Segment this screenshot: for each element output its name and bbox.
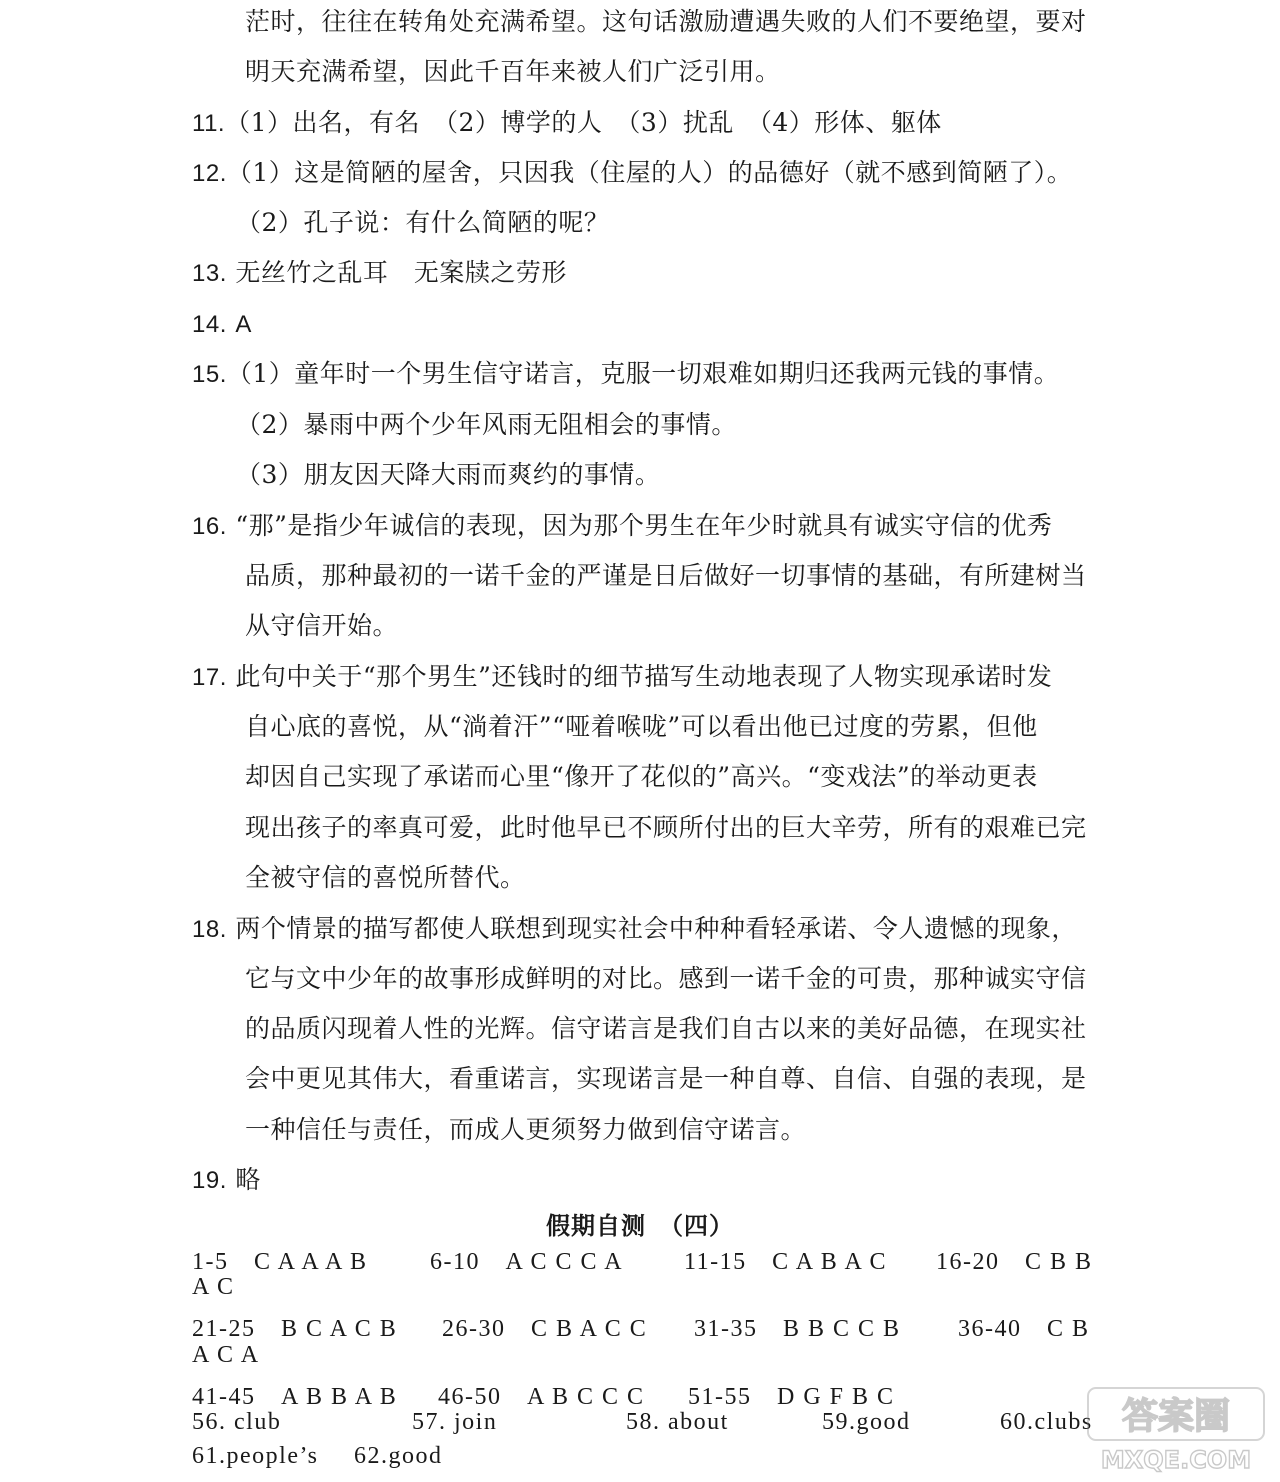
answer-group: 31-35 B B C C B <box>694 1316 901 1342</box>
answer-group: 56. club <box>192 1409 282 1435</box>
text-line: 茫时，往往在转角处充满希望。这句话激励遭遇失败的人们不要绝望，要对 <box>245 7 1087 36</box>
text-line: 全被守信的喜悦所替代。 <box>245 863 526 892</box>
answer-text: （1）出名，有名 （2）博学的人 （3）扰乱 （4）形体、躯体 <box>225 108 942 137</box>
text-line: 自心底的喜悦，从“淌着汗”“哑着喉咙”可以看出他已过度的劳累，但他 <box>245 712 1038 741</box>
text-line: 从守信开始。 <box>245 611 399 640</box>
svg-text:MXQE.COM: MXQE.COM <box>1100 1446 1252 1474</box>
item-number: 19. <box>192 1167 227 1194</box>
text-line: 会中更见其伟大，看重诺言，实现诺言是一种自尊、自信、自强的表现，是 <box>245 1064 1087 1093</box>
section-title: 假期自测 （四） <box>546 1211 734 1240</box>
answer-text: 此句中关于“那个男生”还钱时的细节描写生动地表现了人物实现承诺时发 <box>235 662 1053 691</box>
item-number: 15. <box>192 361 227 388</box>
watermark-logo-graphic <box>1086 1386 1266 1476</box>
text-line: 现出孩子的率真可爱，此时他早已不顾所付出的巨大辛劳，所有的艰难已完 <box>245 813 1087 842</box>
answer-group: 16-20 C B B <box>936 1249 1093 1275</box>
item-number: 17. <box>192 664 227 691</box>
answer-group: 60.clubs <box>1000 1409 1093 1435</box>
answer-17 <box>192 660 1052 695</box>
answer-group: 11-15 C A B A C <box>684 1249 887 1275</box>
answer-group: 62.good <box>354 1443 443 1469</box>
answer-group: 26-30 C B A C C <box>442 1316 648 1342</box>
answer-11 <box>192 106 942 141</box>
text-line: 一种信任与责任，而成人更须努力做到信守诺言。 <box>245 1115 807 1144</box>
text-line: （2）孔子说：有什么简陋的呢？ <box>236 208 610 237</box>
answer-text: A <box>235 311 252 338</box>
item-number: 13. <box>192 260 227 287</box>
answer-13 <box>192 256 567 291</box>
answer-16 <box>192 509 1052 544</box>
answer-group: 57. join <box>412 1409 498 1435</box>
text-line: 的品质闪现着人性的光辉。信守诺言是我们自古以来的美好品德，在现实社 <box>245 1014 1087 1043</box>
text-line: （3）朋友因天降大雨而爽约的事情。 <box>236 460 661 489</box>
item-number: 18. <box>192 916 227 943</box>
text-line: 明天充满希望，因此千百年来被人们广泛引用。 <box>245 57 781 86</box>
answer-group: 51-55 D G F B C <box>688 1384 895 1410</box>
answer-12 <box>192 156 1072 191</box>
text-line: 品质，那种最初的一诺千金的严谨是日后做好一切事情的基础，有所建树当 <box>245 561 1087 590</box>
svg-text:答案圈: 答案圈 <box>1121 1396 1231 1437</box>
answer-group: 6-10 A C C C A <box>430 1249 624 1275</box>
item-number: 12. <box>192 160 227 187</box>
item-number: 11. <box>192 110 226 137</box>
answer-18 <box>192 912 1077 947</box>
answer-group: A C <box>192 1274 235 1300</box>
answer-text: （1）童年时一个男生信守诺言，克服一切艰难如期归还我两元钱的事情。 <box>226 359 1060 388</box>
answer-text: 略 <box>235 1165 261 1194</box>
item-number: 16. <box>192 513 227 540</box>
answer-group: 46-50 A B C C C <box>438 1384 645 1410</box>
answer-text: 无丝竹之乱耳 无案牍之劳形 <box>235 258 567 287</box>
answer-14 <box>192 307 252 342</box>
text-line: 却因自己实现了承诺而心里“像开了花似的”高兴。“变戏法”的举动更表 <box>245 762 1038 791</box>
answer-text: 两个情景的描写都使人联想到现实社会中种种看轻承诺、令人遗憾的现象， <box>235 914 1077 943</box>
answer-group: 59.good <box>822 1409 911 1435</box>
answer-group: 41-45 A B B A B <box>192 1384 398 1410</box>
answer-group: 61.people’s <box>192 1443 319 1469</box>
text-line: （2）暴雨中两个少年风雨无阻相会的事情。 <box>236 410 737 439</box>
answer-group: 1-5 C A A A B <box>192 1249 368 1275</box>
answer-text: “那”是指少年诚信的表现，因为那个男生在年少时就具有诚实守信的优秀 <box>235 511 1053 540</box>
answer-group: A C A <box>192 1342 260 1368</box>
watermark-logo <box>1086 1386 1266 1476</box>
answer-group: 36-40 C B <box>958 1316 1090 1342</box>
answer-group: 58. about <box>626 1409 729 1435</box>
answer-group: 21-25 B C A C B <box>192 1316 398 1342</box>
answer-text: （1）这是简陋的屋舍，只因我（住屋的人）的品德好（就不感到简陋了）。 <box>226 158 1073 187</box>
answer-15 <box>192 357 1059 392</box>
text-line: 它与文中少年的故事形成鲜明的对比。感到一诺千金的可贵，那种诚实守信 <box>245 964 1087 993</box>
answer-19 <box>192 1163 261 1198</box>
item-number: 14. <box>192 311 227 338</box>
